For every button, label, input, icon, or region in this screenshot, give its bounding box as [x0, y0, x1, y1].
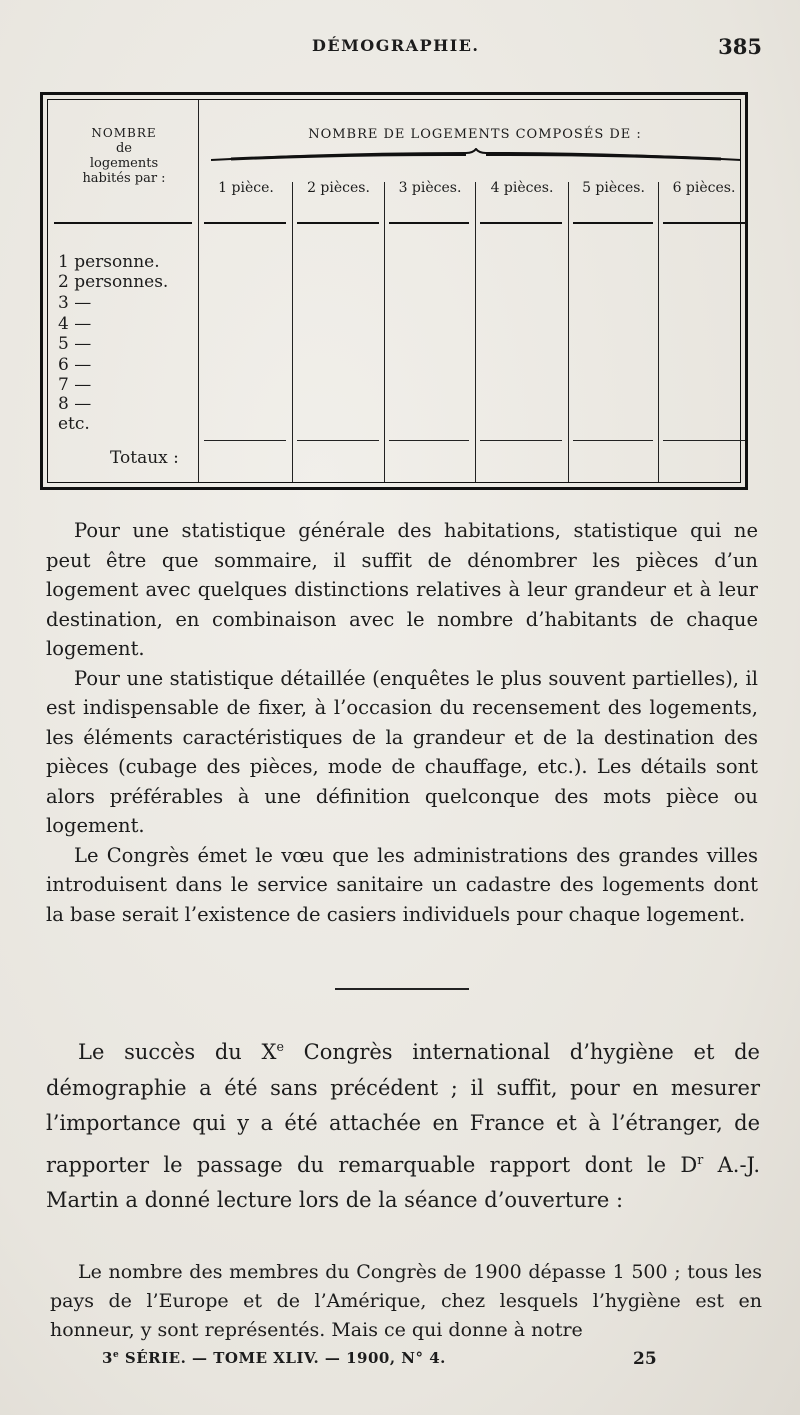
column-header-4-pieces: 4 pièces. [490, 180, 554, 196]
row-label: 6 — [58, 355, 92, 375]
row-label: 2 personnes. [58, 272, 169, 292]
header-rule [389, 222, 469, 224]
paragraph: Le Congrès émet le vœu que les administrations des grandes villes introduisent dans le service sanitaire un cadastre des logements dont la base serait l’existence de casiers individuels pour chaque logement. [46, 843, 758, 926]
header-rule [54, 222, 192, 224]
header-rule [480, 222, 562, 224]
column-divider [658, 182, 659, 482]
superscript: e [112, 1350, 120, 1360]
column-divider [568, 182, 569, 482]
header-rule [573, 222, 653, 224]
footer [0, 1349, 800, 1371]
section-separator [335, 988, 469, 990]
totals-rule [573, 440, 653, 441]
row-label: etc. [58, 414, 90, 434]
row-label: 5 — [58, 334, 92, 354]
column-divider [198, 100, 199, 482]
header-rule [297, 222, 379, 224]
header-rule [663, 222, 745, 224]
paragraph: Le nombre des membres du Congrès de 1900 dépasse 1 500 ; tous les pays de l’Europe et de l’Amérique, chez lesquels l’hygiène est en honneur, y sont représentés. Mais ce qui donne à notre [50, 1261, 762, 1341]
column-divider [475, 182, 476, 482]
series-signature [102, 1349, 446, 1367]
header-line: NOMBRE [91, 126, 157, 140]
table-inner-border [47, 99, 741, 483]
recommendations-text [46, 516, 758, 929]
running-title: DÉMOGRAPHIE. [312, 36, 480, 55]
sheet-number: 25 [633, 1349, 657, 1369]
column-header-1-piece: 1 pièce. [218, 180, 274, 196]
column-header-3-pieces: 3 pièces. [398, 180, 462, 196]
row-label: 3 — [58, 293, 92, 313]
header-line: habités par : [82, 171, 166, 186]
totals-rule [389, 440, 469, 441]
text-span: SÉRIE. — TOME XLIV. — 1900, N° 4. [119, 1349, 446, 1367]
totals-label: Totaux : [110, 448, 179, 468]
text-span: Le succès du X [78, 1040, 277, 1064]
running-head [0, 36, 800, 58]
brace-ornament [211, 148, 741, 162]
row-label: 1 personne. [58, 252, 160, 272]
paragraph [46, 1029, 760, 1219]
totals-rule [663, 440, 745, 441]
superscript: r [697, 1151, 704, 1167]
column-header-2-pieces: 2 pièces. [307, 180, 370, 196]
header-rule [204, 222, 286, 224]
totals-rule [480, 440, 562, 441]
quoted-report [50, 1258, 762, 1345]
row-label: 8 — [58, 394, 92, 414]
paragraph: Pour une statistique générale des habitations, statistique qui ne peut être que sommaire, il suffit de dénombrer les pièces d’un logement avec quelques distinctions relatives à leur grandeur et à leur destination, en combinaison avec le nombre d’habitants de chaque logement. [46, 519, 758, 660]
group-header: NOMBRE DE LOGEMENTS COMPOSÉS DE : [308, 127, 642, 142]
column-divider [292, 182, 293, 482]
housing-table [40, 92, 748, 490]
column-divider [384, 182, 385, 482]
row-label: 4 — [58, 314, 92, 334]
text-span: 3 [102, 1349, 113, 1367]
header-line: logements [89, 156, 159, 171]
header-line: de [115, 141, 132, 156]
totals-rule [204, 440, 286, 441]
paragraph: Pour une statistique détaillée (enquêtes le plus souvent partielles), il est indispensable de fixer, à l’occasion du recensement des logements, les éléments caractéristiques de la grandeur et de la destination des pièces (cubage des pièces, mode de chauffage, etc.). Les détails sont alors préférables à une définition quelconque des mots pièce ou logement. [46, 666, 758, 837]
page-number: 385 [718, 34, 762, 59]
totals-rule [297, 440, 379, 441]
superscript: e [276, 1039, 284, 1054]
row-label: 7 — [58, 375, 92, 395]
column-header-5-pieces: 5 pièces. [582, 180, 645, 196]
congress-paragraph [46, 1029, 760, 1219]
text-span: Congrès international d’hygiène et de démographie a été sans précédent ; il suffit, pour en mesurer l’importance qui y a été attachée en France et à l’étranger, de rapporter le passage du remarquable rapport dont le D [46, 1040, 760, 1177]
text-span: A.-J. Martin a donné lecture lors de la séance d’ouverture : [46, 1152, 761, 1212]
first-column-header [54, 126, 194, 186]
column-header-6-pieces: 6 pièces. [672, 180, 736, 196]
